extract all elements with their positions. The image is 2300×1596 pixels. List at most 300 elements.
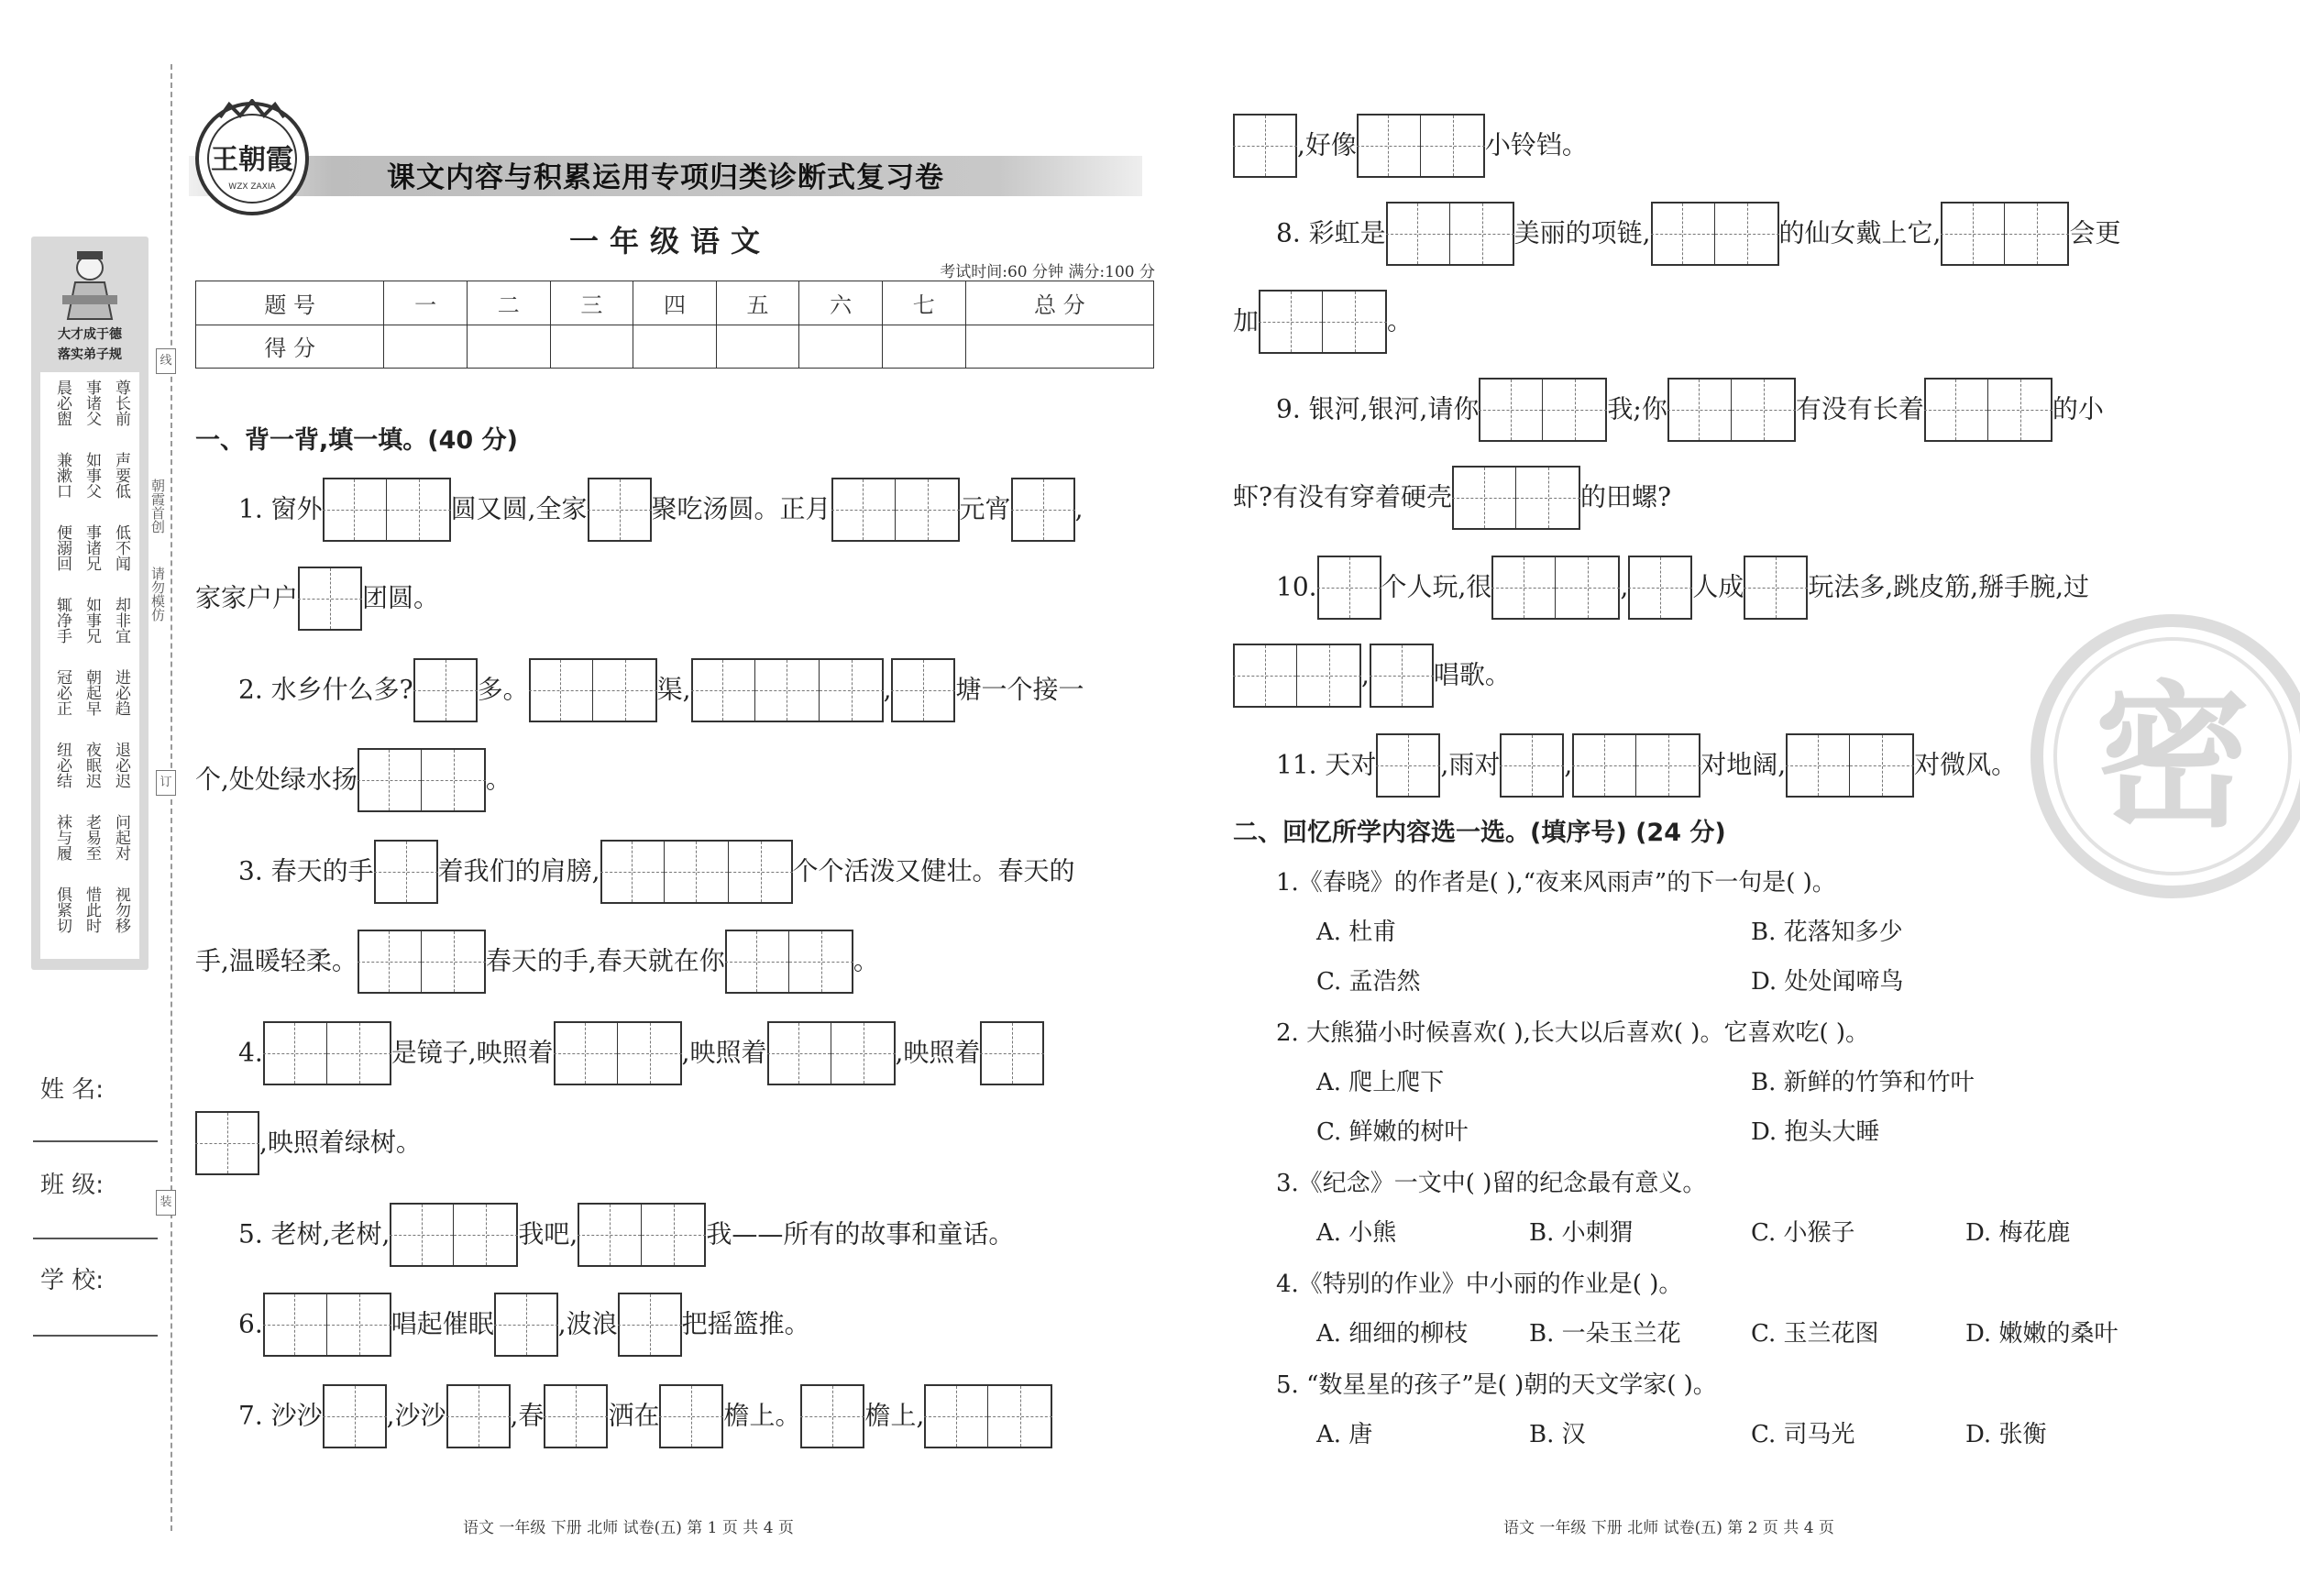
q3-text-b: 着我们的肩膀, (437, 855, 600, 886)
poem-column: 视勿移 (112, 886, 130, 933)
answer-grid[interactable] (1357, 114, 1485, 178)
q2-line2 (195, 744, 512, 812)
s2-q1: 1.《春晓》的作者是( ),“夜来风雨声”的下一句是( )。 (1276, 869, 1836, 897)
q7-text-a: 7. 沙沙 (238, 1400, 323, 1431)
answer-cell[interactable] (659, 1386, 723, 1447)
sidebar-motto-strip (31, 237, 149, 970)
q11-text-e: 对微风。 (1914, 749, 2018, 780)
answer-grid[interactable] (1233, 114, 1297, 178)
answer-cell[interactable] (1651, 204, 1715, 264)
s2-q1-option-b[interactable]: B. 花落知多少 (1751, 919, 1903, 946)
q10-text-g: 唱歌。 (1433, 659, 1511, 690)
q4-text-c: ,映照着 (681, 1037, 767, 1068)
answer-cell[interactable] (1572, 735, 1636, 796)
answer-cell[interactable] (1732, 380, 1796, 440)
s2-q3: 3.《纪念》一文中( )留的纪念最有意义。 (1276, 1170, 1707, 1197)
score-cell[interactable] (716, 325, 799, 369)
answer-grid[interactable] (618, 1293, 682, 1357)
answer-grid[interactable] (358, 748, 486, 812)
q5-text-b: 我吧, (518, 1218, 578, 1249)
answer-grid[interactable] (1941, 202, 2069, 266)
q1-text-b: 圆又圆,全家 (450, 493, 588, 524)
q3-text-f: 。 (853, 945, 879, 976)
name-label: 姓 名: (40, 1076, 105, 1104)
poem-column: 却非宜 (112, 597, 130, 644)
logo-subtext: WZX ZAXIA (228, 182, 276, 192)
answer-grid[interactable] (1628, 556, 1692, 620)
s2-q3-option-c[interactable]: C. 小猴子 (1751, 1219, 1855, 1247)
answer-grid[interactable] (1259, 290, 1387, 354)
answer-cell[interactable] (593, 660, 657, 721)
poem-column: 问起对 (112, 814, 130, 861)
cut-mark-1: 线 (156, 348, 176, 374)
answer-cell[interactable] (1850, 735, 1914, 796)
answer-cell[interactable] (1297, 645, 1361, 706)
answer-grid[interactable] (494, 1293, 558, 1357)
answer-cell[interactable] (374, 842, 438, 902)
q1-line1 (238, 474, 1083, 542)
s2-q5: 5. “数星星的孩子”是( )朝的天文学家( )。 (1276, 1371, 1717, 1399)
logo-text: 王朝霞 (211, 144, 293, 176)
scholar-illustration (59, 248, 121, 321)
q4-line1 (238, 1018, 1044, 1085)
answer-grid[interactable] (323, 1384, 387, 1448)
answer-grid[interactable] (1479, 378, 1607, 442)
s2-q5-option-a[interactable]: A. 唐 (1316, 1421, 1373, 1448)
answer-cell[interactable] (1376, 735, 1440, 796)
q3-line2 (195, 926, 879, 994)
motto-line-1: 大才成于德 (58, 327, 122, 342)
answer-grid[interactable] (374, 840, 438, 904)
q11-text-c: , (1564, 749, 1573, 780)
score-cell[interactable] (467, 325, 550, 369)
answer-cell[interactable] (1786, 735, 1850, 796)
answer-cell[interactable] (298, 568, 362, 629)
answer-cell[interactable] (1516, 468, 1580, 528)
answer-grid[interactable] (195, 1111, 259, 1175)
score-cell[interactable] (882, 325, 965, 369)
score-cell[interactable] (550, 325, 633, 369)
class-label: 班 级: (40, 1172, 105, 1199)
answer-cell[interactable] (767, 1023, 831, 1084)
q9-text-c: 有没有长着 (1795, 393, 1924, 424)
answer-cell[interactable] (729, 842, 793, 902)
s2-q4-option-d[interactable]: D. 嫩嫩的桑叶 (1965, 1320, 2118, 1348)
score-header-cell: 总 分 (965, 281, 1153, 325)
s2-q2-option-d[interactable]: D. 抱头大睡 (1751, 1118, 1880, 1146)
score-table (195, 281, 1154, 369)
s2-q4-option-b[interactable]: B. 一朵玉兰花 (1529, 1320, 1681, 1348)
answer-cell[interactable] (1233, 116, 1297, 176)
poem-column: 纽必结 (53, 742, 72, 788)
answer-cell[interactable] (1357, 116, 1421, 176)
footer-page-1: 语文 一年级 下册 北师 试卷(五) 第 1 页 共 4 页 (463, 1519, 794, 1537)
s2-q3-option-d[interactable]: D. 梅花鹿 (1965, 1219, 2071, 1247)
name-field[interactable] (33, 1140, 158, 1142)
answer-grid[interactable] (1317, 556, 1381, 620)
q6-text-d: 把摇篮推。 (681, 1308, 810, 1339)
q2-text-e: 塘一个接一 (955, 674, 1084, 705)
answer-grid[interactable] (725, 930, 853, 994)
poem-column: 事诸兄 (83, 524, 101, 571)
answer-grid[interactable] (323, 478, 451, 542)
q4-text-b: 是镜子,映照着 (391, 1037, 554, 1068)
q10-text-b: 个人玩,很 (1381, 571, 1492, 602)
q8-text-e: 加 (1233, 305, 1260, 336)
motto-line-2: 落实弟子规 (58, 347, 122, 362)
answer-grid[interactable] (544, 1384, 608, 1448)
q7-line2 (1233, 110, 1588, 178)
answer-cell[interactable] (529, 660, 593, 721)
stamp-text: 密 (2094, 667, 2251, 849)
q9-text-e: 虾?有没有穿着硬壳 (1233, 481, 1453, 512)
q4-text-e: ,映照着绿树。 (259, 1127, 422, 1158)
answer-grid[interactable] (980, 1021, 1044, 1085)
answer-cell[interactable] (1556, 557, 1620, 618)
answer-grid[interactable] (1011, 478, 1075, 542)
q2-text-a: 2. 水乡什么多? (238, 674, 413, 705)
poem-column: 便溺回 (53, 524, 72, 571)
q10-line1 (1276, 552, 2089, 620)
q11-text-b: ,雨对 (1440, 749, 1501, 780)
answer-cell[interactable] (618, 1294, 682, 1355)
s2-q2-option-a[interactable]: A. 爬上爬下 (1316, 1069, 1445, 1096)
score-table-header-row (196, 281, 1154, 325)
q10-line2 (1233, 640, 1511, 708)
answer-cell[interactable] (195, 1113, 259, 1173)
answer-cell[interactable] (691, 660, 755, 721)
q1-text-d: 元宵 (959, 493, 1011, 524)
answer-cell[interactable] (358, 931, 422, 992)
q10-text-c: , (1620, 571, 1629, 602)
answer-cell[interactable] (642, 1205, 706, 1265)
paper-title: 课文内容与积累运用专项归类诊断式复习卷 (387, 161, 944, 194)
answer-cell[interactable] (980, 1023, 1044, 1084)
answer-cell[interactable] (891, 660, 955, 721)
answer-grid[interactable] (1744, 556, 1808, 620)
score-cell[interactable] (384, 325, 468, 369)
q1-text-f: 家家户户 (195, 582, 299, 613)
answer-grid[interactable] (1233, 644, 1361, 708)
answer-cell[interactable] (665, 842, 729, 902)
answer-cell[interactable] (1543, 380, 1607, 440)
answer-cell[interactable] (413, 660, 478, 721)
answer-grid[interactable] (1924, 378, 2052, 442)
answer-cell[interactable] (1479, 380, 1543, 440)
s2-q1-option-a[interactable]: A. 杜甫 (1316, 919, 1397, 946)
school-field[interactable] (33, 1335, 158, 1337)
answer-cell[interactable] (323, 1386, 387, 1447)
answer-cell[interactable] (1386, 204, 1450, 264)
q2-line1 (238, 655, 1084, 722)
answer-grid[interactable] (924, 1384, 1052, 1448)
section2-title: 二、回忆所学内容选一选。(填序号) (24 分) (1233, 819, 1726, 847)
answer-cell[interactable] (789, 931, 853, 992)
q8-text-a: 8. 彩虹是 (1276, 217, 1386, 248)
answer-cell[interactable] (422, 750, 486, 810)
answer-cell[interactable] (263, 1023, 327, 1084)
score-header-cell: 四 (633, 281, 717, 325)
q6-text-b: 唱起催眠 (391, 1308, 494, 1339)
answer-cell[interactable] (1259, 292, 1323, 352)
answer-cell[interactable] (494, 1294, 558, 1355)
q9-line2 (1233, 462, 1671, 530)
poem-column: 俱紧切 (53, 886, 72, 933)
score-header-cell: 二 (467, 281, 550, 325)
answer-grid[interactable] (1667, 378, 1796, 442)
answer-cell[interactable] (446, 1386, 511, 1447)
q8-text-f: 。 (1387, 305, 1414, 336)
q7-text-h: 小铃铛。 (1484, 129, 1588, 160)
answer-cell[interactable] (800, 1386, 864, 1447)
answer-grid[interactable] (891, 658, 955, 722)
answer-cell[interactable] (1491, 557, 1556, 618)
answer-cell[interactable] (2005, 204, 2069, 264)
answer-cell[interactable] (1941, 204, 2005, 264)
answer-cell[interactable] (1452, 468, 1516, 528)
cut-mark-2: 订 (156, 770, 176, 796)
answer-grid[interactable] (659, 1384, 723, 1448)
answer-cell[interactable] (454, 1205, 518, 1265)
answer-grid[interactable] (1376, 733, 1440, 798)
q3-text-a: 3. 春天的手 (238, 855, 374, 886)
answer-cell[interactable] (544, 1386, 608, 1447)
answer-cell[interactable] (1233, 645, 1297, 706)
q3-text-e: 春天的手,春天就在你 (485, 945, 725, 976)
answer-grid[interactable] (529, 658, 657, 722)
answer-cell[interactable] (725, 931, 789, 992)
score-cell[interactable] (965, 325, 1153, 369)
s2-q3-option-a[interactable]: A. 小熊 (1316, 1219, 1397, 1247)
q7-text-g: ,好像 (1297, 129, 1357, 160)
s2-q2-option-c[interactable]: C. 鲜嫩的树叶 (1316, 1118, 1469, 1146)
answer-grid[interactable] (1651, 202, 1779, 266)
answer-cell[interactable] (1924, 380, 1988, 440)
answer-grid[interactable] (831, 478, 960, 542)
q10-text-f: , (1361, 659, 1370, 690)
answer-grid[interactable] (446, 1384, 511, 1448)
q5-line (238, 1199, 1014, 1267)
answer-cell[interactable] (600, 842, 665, 902)
dizigui-poem (40, 372, 139, 959)
score-header-cell: 一 (384, 281, 468, 325)
answer-cell[interactable] (1744, 557, 1808, 618)
answer-cell[interactable] (422, 931, 486, 992)
answer-cell[interactable] (1500, 735, 1564, 796)
binding-cut-line (171, 64, 172, 1531)
answer-grid[interactable] (554, 1021, 682, 1085)
answer-cell[interactable] (924, 1386, 988, 1447)
cut-mark-3: 装 (156, 1190, 176, 1216)
answer-cell[interactable] (1628, 557, 1692, 618)
answer-cell[interactable] (1667, 380, 1732, 440)
answer-cell[interactable] (988, 1386, 1052, 1447)
answer-grid[interactable] (298, 567, 362, 631)
answer-grid[interactable] (767, 1021, 896, 1085)
s2-q3-option-b[interactable]: B. 小刺猬 (1529, 1219, 1634, 1247)
poem-column: 进必趋 (112, 669, 130, 716)
poem-column: 冠必正 (53, 669, 72, 716)
s2-q5-option-d[interactable]: D. 张衡 (1965, 1421, 2047, 1448)
section1-title: 一、背一背,填一填。(40 分) (195, 426, 518, 455)
q3-line1 (238, 836, 1075, 904)
q1-text-g: 团圆。 (362, 582, 440, 613)
poem-column: 惜此时 (83, 886, 101, 933)
s2-q4-option-c[interactable]: C. 玉兰花图 (1751, 1320, 1879, 1348)
score-cell[interactable] (633, 325, 717, 369)
answer-cell[interactable] (390, 1205, 454, 1265)
s2-q4-option-a[interactable]: A. 细细的柳枝 (1316, 1320, 1469, 1348)
score-header-cell: 五 (716, 281, 799, 325)
answer-cell[interactable] (820, 660, 884, 721)
answer-cell[interactable] (896, 479, 960, 540)
poem-column: 尊长前 (112, 380, 130, 426)
s2-q5-option-c[interactable]: C. 司马光 (1751, 1421, 1855, 1448)
poem-column: 夜眠迟 (83, 742, 101, 788)
side-note-2: 请勿模仿 (149, 567, 166, 622)
answer-cell[interactable] (327, 1294, 391, 1355)
answer-grid[interactable] (1786, 733, 1914, 798)
q1-text-a: 1. 窗外 (238, 493, 323, 524)
s2-q2-option-b[interactable]: B. 新鲜的竹笋和竹叶 (1751, 1069, 1975, 1096)
q2-text-c: 渠, (656, 674, 691, 705)
q1-text-e: , (1074, 493, 1084, 524)
q2-text-b: 多。 (477, 674, 529, 705)
q9-line1 (1276, 374, 2104, 442)
answer-cell[interactable] (554, 1023, 618, 1084)
answer-cell[interactable] (323, 479, 387, 540)
answer-grid[interactable] (691, 658, 884, 722)
answer-grid[interactable] (263, 1021, 391, 1085)
score-row-label: 得 分 (196, 325, 384, 369)
answer-cell[interactable] (1636, 735, 1700, 796)
poem-column: 声要低 (112, 452, 130, 499)
poem-column: 兼漱口 (53, 452, 72, 499)
footer-page-2: 语文 一年级 下册 北师 试卷(五) 第 2 页 共 4 页 (1503, 1519, 1834, 1537)
answer-cell[interactable] (618, 1023, 682, 1084)
answer-grid[interactable] (600, 840, 793, 904)
score-header-cell: 六 (799, 281, 883, 325)
q6-line (238, 1289, 810, 1357)
answer-grid[interactable] (1572, 733, 1700, 798)
answer-grid[interactable] (1500, 733, 1564, 798)
poem-column: 如事父 (83, 452, 101, 499)
answer-grid[interactable] (578, 1203, 706, 1267)
answer-grid[interactable] (1491, 556, 1620, 620)
score-header-cell: 七 (882, 281, 965, 325)
answer-grid[interactable] (263, 1293, 391, 1357)
answer-cell[interactable] (1370, 645, 1434, 706)
answer-grid[interactable] (390, 1203, 518, 1267)
poem-column: 朝起早 (83, 669, 101, 716)
q1-line2 (195, 563, 439, 631)
poem-column: 如事兄 (83, 597, 101, 644)
answer-cell[interactable] (755, 660, 820, 721)
s2-q5-option-b[interactable]: B. 汉 (1529, 1421, 1586, 1448)
answer-grid[interactable] (1452, 466, 1580, 530)
q2-text-f: 个,处处绿水扬 (195, 764, 358, 795)
poem-column: 低不闻 (112, 524, 130, 571)
q7-line1 (238, 1381, 1052, 1448)
q8-text-c: 的仙女戴上它, (1778, 217, 1942, 248)
answer-cell[interactable] (1450, 204, 1514, 264)
q11-text-a: 11. 天对 (1276, 749, 1377, 780)
score-cell[interactable] (799, 325, 883, 369)
q4-text-a: 4. (238, 1037, 263, 1068)
q8-text-d: 会更 (2069, 217, 2121, 248)
answer-grid[interactable] (588, 478, 652, 542)
poem-column: 老易至 (83, 814, 101, 861)
side-note-1: 朝霞首创 (149, 479, 166, 534)
poem-column: 辄净手 (53, 597, 72, 644)
s2-q1-option-d[interactable]: D. 处处闻啼鸟 (1751, 968, 1904, 996)
answer-cell[interactable] (1421, 116, 1485, 176)
q7-text-c: ,春 (510, 1400, 545, 1431)
q9-text-b: 我;你 (1607, 393, 1667, 424)
answer-grid[interactable] (358, 930, 486, 994)
exam-info: 考试时间:60 分钟 满分:100 分 (940, 263, 1155, 281)
answer-cell[interactable] (263, 1294, 327, 1355)
answer-cell[interactable] (588, 479, 652, 540)
q8-line1 (1276, 198, 2120, 266)
confidential-stamp (2030, 614, 2300, 898)
s2-q4: 4.《特别的作业》中小丽的作业是( )。 (1276, 1271, 1683, 1298)
subject-title: 一年级语文 (568, 224, 771, 259)
score-header-cell: 题 号 (196, 281, 384, 325)
s2-q1-option-c[interactable]: C. 孟浩然 (1316, 968, 1421, 996)
answer-grid[interactable] (413, 658, 478, 722)
answer-cell[interactable] (831, 479, 896, 540)
answer-grid[interactable] (800, 1384, 864, 1448)
q8-text-b: 美丽的项链, (1513, 217, 1651, 248)
score-header-cell: 三 (550, 281, 633, 325)
answer-grid[interactable] (1386, 202, 1514, 266)
answer-cell[interactable] (1011, 479, 1075, 540)
answer-cell[interactable] (578, 1205, 642, 1265)
answer-grid[interactable] (1370, 644, 1434, 708)
q3-text-c: 个个活泼又健壮。春天的 (792, 855, 1075, 886)
answer-cell[interactable] (831, 1023, 896, 1084)
class-field[interactable] (33, 1238, 158, 1239)
answer-cell[interactable] (327, 1023, 391, 1084)
q2-text-g: 。 (485, 764, 512, 795)
q9-text-d: 的小 (2052, 393, 2104, 424)
q2-text-d: , (883, 674, 892, 705)
school-label: 学 校: (40, 1267, 105, 1294)
answer-cell[interactable] (1323, 292, 1387, 352)
s2-q2: 2. 大熊猫小时候喜欢( ),长大以后喜欢( )。它喜欢吃( )。 (1276, 1019, 1869, 1047)
answer-cell[interactable] (1988, 380, 2052, 440)
q4-line2 (195, 1107, 422, 1175)
answer-cell[interactable] (1715, 204, 1779, 264)
q9-text-a: 9. 银河,银河,请你 (1276, 393, 1480, 424)
q5-text-c: 我——所有的故事和童话。 (706, 1218, 1015, 1249)
answer-cell[interactable] (1317, 557, 1381, 618)
poem-column: 退必迟 (112, 742, 130, 788)
poem-column: 晨必盥 (53, 380, 72, 426)
answer-cell[interactable] (387, 479, 451, 540)
q6-text-c: ,波浪 (557, 1308, 618, 1339)
q11-text-d: 对地阔, (1700, 749, 1787, 780)
answer-cell[interactable] (358, 750, 422, 810)
poem-column: 袜与履 (53, 814, 72, 861)
q9-text-f: 的田螺? (1580, 481, 1672, 512)
q11-line (1276, 730, 2017, 798)
score-table-score-row (196, 325, 1154, 369)
q7-text-e: 檐上。 (723, 1400, 801, 1431)
poem-column: 事诸父 (83, 380, 101, 426)
q3-text-d: 手,温暖轻柔。 (195, 945, 358, 976)
